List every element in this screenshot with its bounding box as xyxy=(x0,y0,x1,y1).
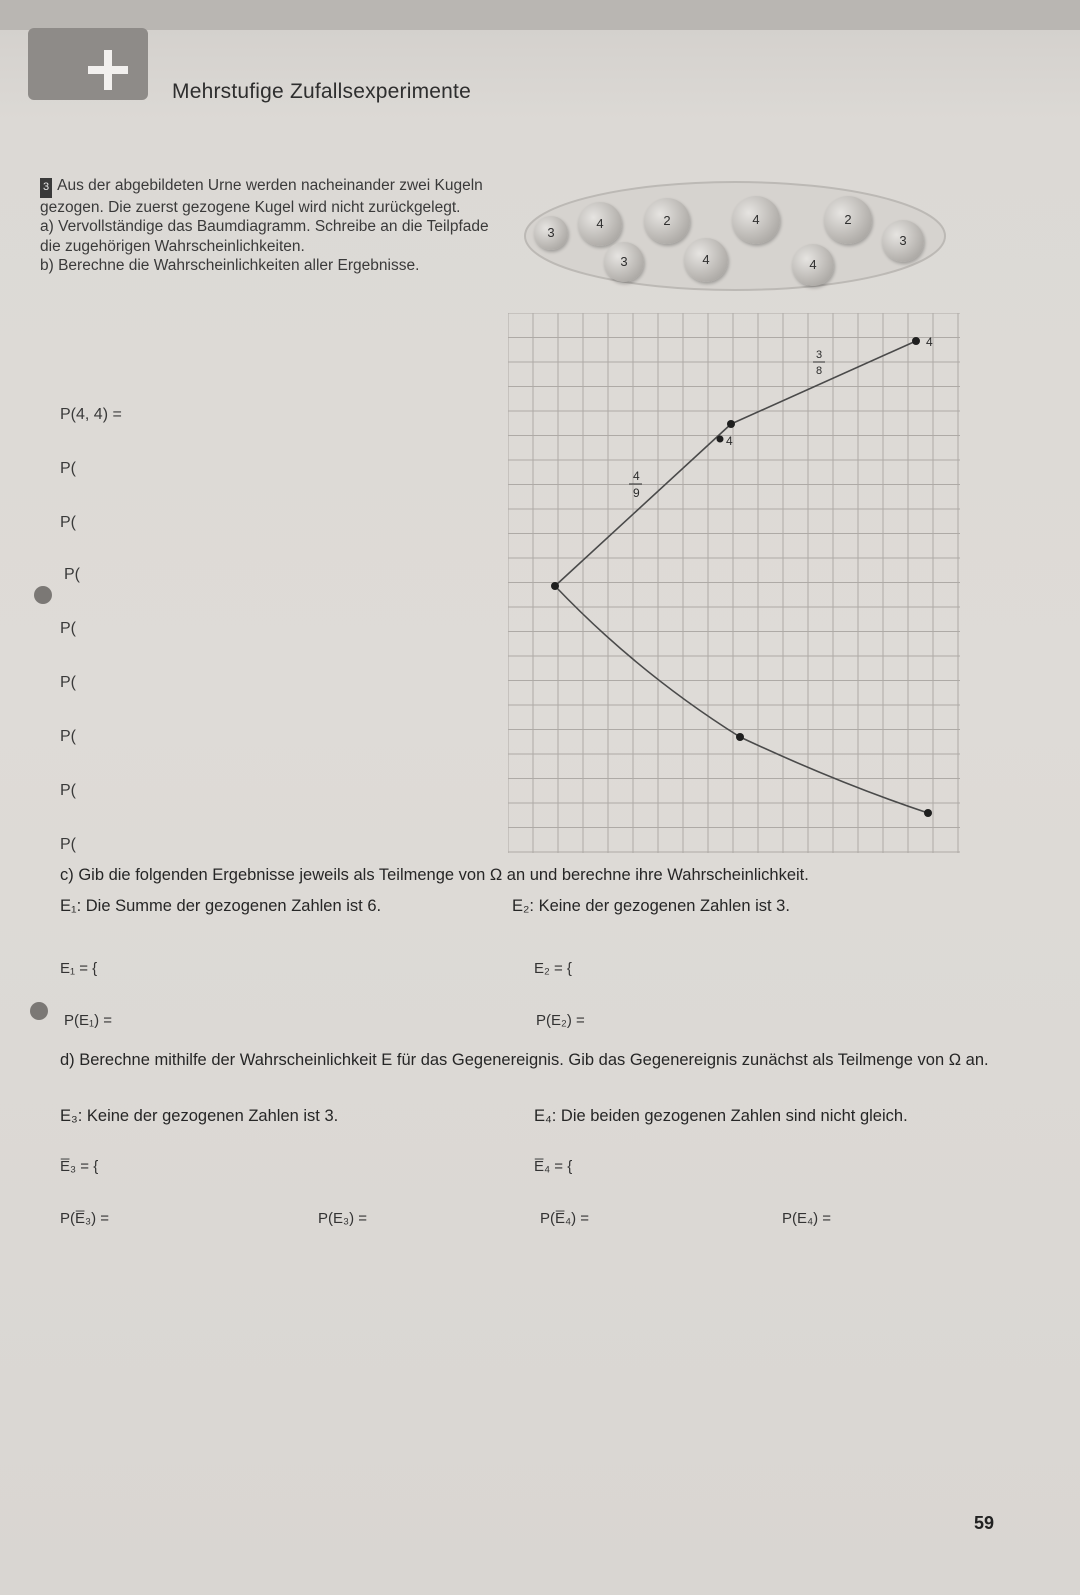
prob-row: P( xyxy=(60,460,76,477)
p-e1: P(E₁) = xyxy=(64,1012,112,1029)
prob-row: P( xyxy=(60,620,76,637)
p-e4-bar: P(E̅₄) = xyxy=(540,1210,590,1227)
ball: 3 xyxy=(534,216,568,250)
p-e3-bar: P(E̅₃) = xyxy=(60,1210,110,1227)
e1-description: E₁: Die Summe der gezogenen Zahlen ist 6. xyxy=(60,897,382,915)
e3-description: E₃: Keine der gezogenen Zahlen ist 3. xyxy=(60,1107,339,1125)
ball: 4 xyxy=(684,238,728,282)
prob-first: P(4, 4) = xyxy=(60,406,122,423)
p-e2: P(E₂) = xyxy=(536,1012,585,1029)
margin-dot xyxy=(34,586,52,604)
branch-second-bottom xyxy=(740,737,928,813)
part-d-text: d) Berechne mithilfe der Wahrscheinlichkeit E für das Gegenereignis. Gib das Gegenereignis zunächst als Teilmenge von Ω an. xyxy=(60,1051,989,1069)
ball: 4 xyxy=(578,202,622,246)
prob-row: P( xyxy=(64,566,80,583)
ball: 2 xyxy=(824,196,872,244)
prob-row: P( xyxy=(60,836,76,853)
prob-top-denominator: 8 xyxy=(816,365,823,377)
prob-row: P( xyxy=(60,514,76,531)
leaf-node-bottom xyxy=(924,809,932,817)
leaf-label-top: 4 xyxy=(926,335,933,349)
e2-description: E₂: Keine der gezogenen Zahlen ist 3. xyxy=(512,897,790,915)
prob-first-denominator: 9 xyxy=(633,486,640,500)
prob-row: P( xyxy=(60,782,76,799)
ball: 2 xyxy=(644,198,690,244)
chapter-tab xyxy=(28,28,148,100)
node-marker xyxy=(717,436,724,443)
part-c-text: c) Gib die folgenden Ergebnisse jeweils als Teilmenge von Ω an und berechne ihre Wahrscheinlichkeit. xyxy=(60,866,809,884)
p-e4: P(E₄) = xyxy=(782,1210,832,1227)
prob-row: P( xyxy=(60,674,76,691)
branch-second-top xyxy=(731,341,916,424)
top-shadow-band xyxy=(0,0,1080,30)
e3-bar-set: E̅₃ = { xyxy=(60,1158,99,1175)
p-e3: P(E₃) = xyxy=(318,1210,368,1227)
urn-illustration xyxy=(520,176,950,296)
prob-row: P( xyxy=(60,728,76,745)
task-intro xyxy=(40,176,500,276)
task-number: 3 xyxy=(40,178,52,198)
e4-description: E₄: Die beiden gezogenen Zahlen sind nicht gleich. xyxy=(534,1107,908,1125)
e4-bar-set: E̅₄ = { xyxy=(534,1158,573,1175)
plus-icon xyxy=(88,50,128,90)
leaf-node-top xyxy=(912,337,920,345)
page-number: 59 xyxy=(974,1513,995,1533)
node-bottom xyxy=(736,733,744,741)
page-title: Mehrstufige Zufallsexperimente xyxy=(172,80,471,103)
part-b-text: b) Berechne die Wahrscheinlichkeiten aller Ergebnisse. xyxy=(40,257,420,274)
ball: 4 xyxy=(792,244,834,286)
root-node xyxy=(551,582,559,590)
ball: 3 xyxy=(604,242,644,282)
node-label-mid: 4 xyxy=(726,434,733,448)
node-top xyxy=(727,420,735,428)
part-a-text: a) Vervollständige das Baumdiagramm. Schreibe an die Teilpfade die zugehörigen Wahrscheinlichkeiten. xyxy=(40,218,489,255)
branch-first-top xyxy=(555,424,731,586)
prob-first-numerator: 4 xyxy=(633,469,640,483)
prob-top-numerator: 3 xyxy=(816,349,823,361)
ball: 4 xyxy=(732,196,780,244)
e2-set: E₂ = { xyxy=(534,960,572,977)
tree-diagram-grid xyxy=(508,313,960,853)
margin-dot xyxy=(30,1002,48,1020)
ball: 3 xyxy=(882,220,924,262)
task-intro-text: Aus der abgebildeten Urne werden nacheinander zwei Kugeln gezogen. Die zuerst gezogene Kugel wird nicht zurückgelegt. xyxy=(40,177,483,216)
e1-set: E₁ = { xyxy=(60,960,98,977)
